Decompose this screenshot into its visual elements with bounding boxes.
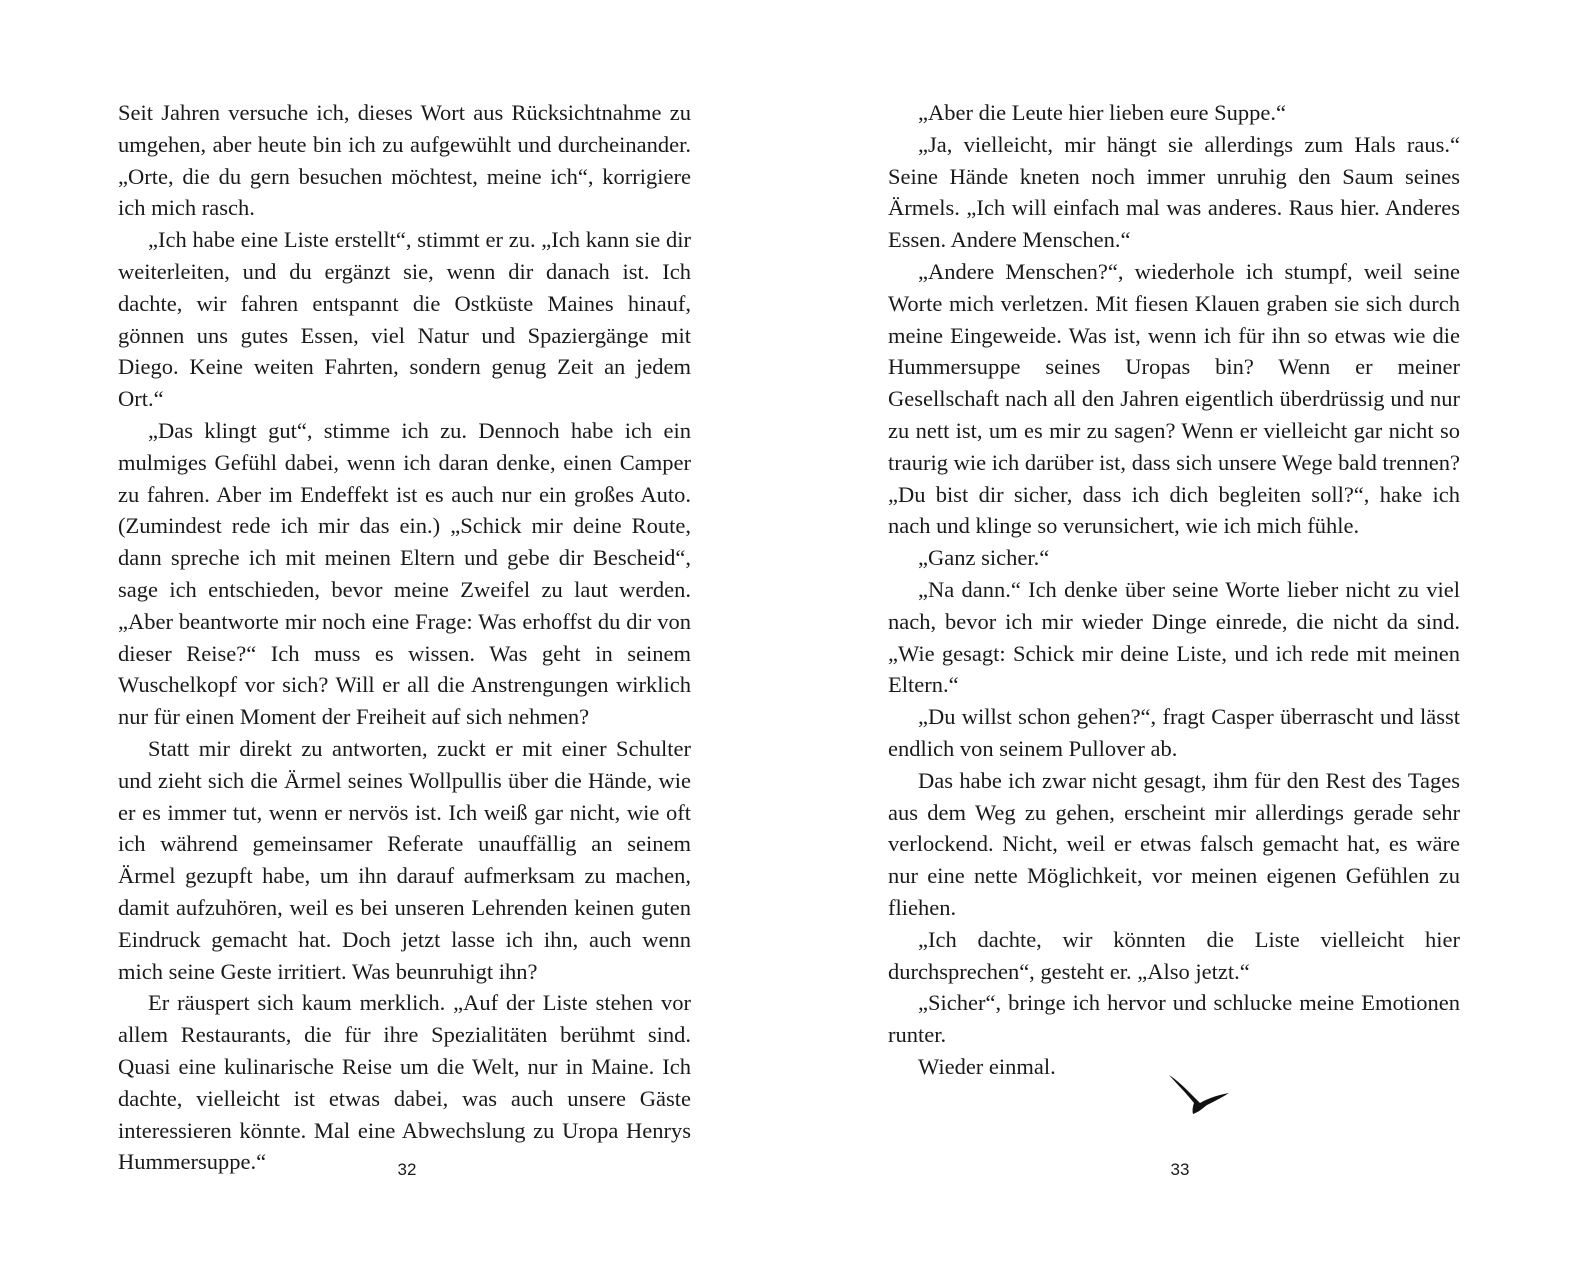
paragraph: „Du willst schon gehen?“, fragt Casper überrascht und lässt endlich von seinem Pullover ab. xyxy=(888,704,1460,761)
paragraph: „Andere Menschen?“, wiederhole ich stumpf, weil seine Worte mich verletzen. Mit fiesen Klauen graben sie sich durch meine Eingeweide. Was ist, wenn ich für ihn so etwas wie die Hummersuppe seines Uropas bin? Wenn er meiner Gesellschaft nach all den Jahren eigentlich überdrüssig und nur zu nett ist, um es mir zu sagen? Wenn er vielleicht gar nicht so traurig wie ich darüber ist, dass sich unsere Wege bald trennen? „Du bist dir sicher, dass ich dich begleiten soll?“, hake ich nach und klinge so verunsichert, wie ich mich fühle. xyxy=(888,258,1460,539)
paragraph: „Na dann.“ Ich denke über seine Worte lieber nicht zu viel nach, bevor ich mir wieder Dinge einrede, die nicht da sind. „Wie gesagt: Schick mir deine Liste, und ich rede mit meinen Eltern.“ xyxy=(888,576,1460,698)
paragraph: Wieder einmal. xyxy=(918,1053,1056,1079)
paragraph: Statt mir direkt zu antworten, zuckt er mit einer Schulter und zieht sich die Ärmel seines Wollpullis über die Hände, wie er es immer tut, wenn er nervös ist. Ich weiß gar nicht, wie oft ich während gemeinsamer Referate unauffällig an seinem Ärmel gezupft habe, um ihn darauf aufmerksam zu machen, damit aufzuhören, weil es bei unseren Lehrenden keinen guten Eindruck gemacht hat. Doch jetzt lasse ich ihn, auch wenn mich seine Geste irritiert. Was beunruhigt ihn? xyxy=(118,735,691,984)
paragraph: „Ich dachte, wir könnten die Liste vielleicht hier durchsprechen“, gesteht er. „Also jetzt.“ xyxy=(888,926,1460,984)
page-number-right: 33 xyxy=(1170,1160,1190,1179)
page-number-left: 32 xyxy=(397,1160,417,1179)
paragraph: Das habe ich zwar nicht gesagt, ihm für den Rest des Tages aus dem Weg zu gehen, erscheint mir allerdings gerade sehr verlockend. Nicht, weil er etwas falsch gemacht hat, es wäre nur eine nette Möglichkeit, vor meinen eigenen Gefühlen zu fliehen. xyxy=(888,767,1460,920)
paragraph: „Sicher“, bringe ich hervor und schlucke meine Emotionen runter. xyxy=(888,990,1460,1048)
right-page-text xyxy=(888,97,1460,1083)
paragraph: „Ganz sicher.“ xyxy=(918,545,1050,571)
paragraph: „Das klingt gut“, stimme ich zu. Dennoch habe ich ein mulmiges Gefühl dabei, wenn ich daran denke, einen Camper zu fahren. Aber im Endeffekt ist es auch nur ein großes Auto. (Zumindest rede ich mir das ein.) „Schick mir deine Route, dann spreche ich mit meinen Eltern und gebe dir Bescheid“, sage ich entschieden, bevor meine Zweifel zu laut werden. „Aber beantworte mir noch eine Frage: Was erhoffst du dir von dieser Reise?“ Ich muss es wissen. Was geht in seinem Wuschelkopf vor sich? Will er all die Anstrengungen wirklich nur für einen Moment der Freiheit auf sich nehmen? xyxy=(118,417,691,730)
right-page xyxy=(797,0,1594,1270)
paragraph: „Aber die Leute hier lieben eure Suppe.“ xyxy=(918,100,1286,125)
paragraph: „Ja, vielleicht, mir hängt sie allerdings zum Hals raus.“ Seine Hände kneten noch immer unruhig den Saum seines Ärmels. „Ich will einfach mal was anderes. Raus hier. Anderes Essen. Andere Menschen.“ xyxy=(888,131,1460,253)
paragraph: Seit Jahren versuche ich, dieses Wort aus Rücksichtnahme zu umgehen, aber heute bin ich zu aufgewühlt und durcheinander. „Orte, die du gern besuchen möchtest, meine ich“, korrigiere ich mich rasch. xyxy=(118,100,691,221)
bird-icon xyxy=(1167,1072,1231,1116)
paragraph: Er räuspert sich kaum merklich. „Auf der Liste stehen vor allem Restaurants, die für ihre Spezialitäten berühmt sind. Quasi eine kulinarische Reise um die Welt, nur in Maine. Ich dachte, vielleicht ist etwas dabei, was auch unsere Gäste interessieren könnte. Mal eine Abwechslung zu Uropa Henrys Hummersuppe.“ xyxy=(118,990,691,1175)
left-page-text xyxy=(118,97,691,1178)
paragraph: „Ich habe eine Liste erstellt“, stimmt er zu. „Ich kann sie dir weiterleiten, und du ergänzt sie, wenn dir danach ist. Ich dachte, wir fahren entspannt die Ostküste Maines hinauf, gönnen uns gutes Essen, viel Natur und Spaziergänge mit Diego. Keine weiten Fahrten, sondern genug Zeit an jedem Ort.“ xyxy=(118,227,691,412)
